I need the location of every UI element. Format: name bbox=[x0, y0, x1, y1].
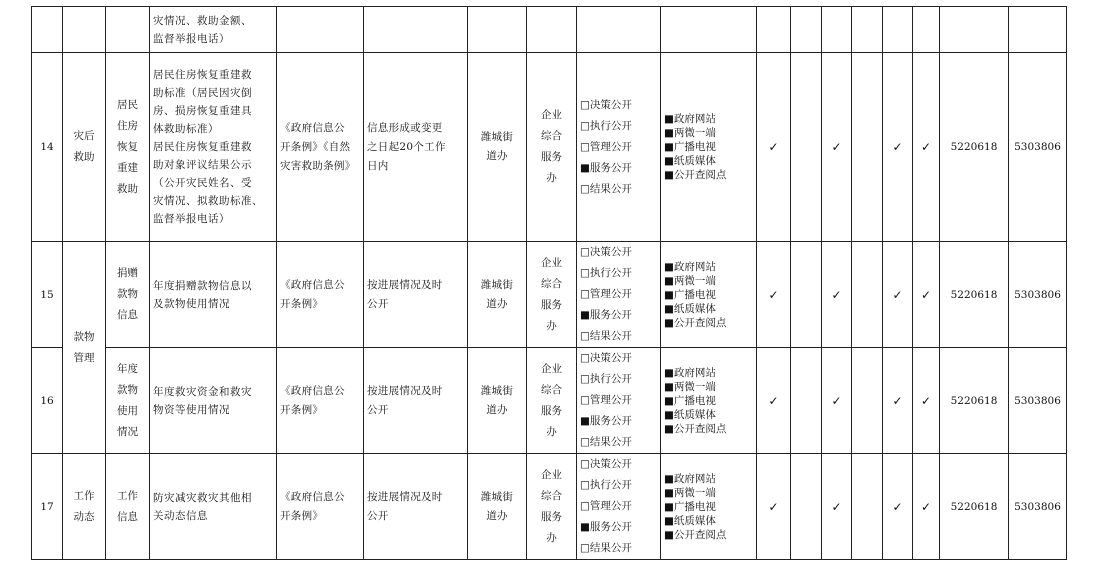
check-mark-icon: ✓ bbox=[822, 454, 852, 560]
channel-line: ■纸质媒体 bbox=[664, 408, 716, 421]
basis-line: 开条例》 bbox=[280, 403, 324, 416]
check-cell bbox=[791, 53, 822, 242]
type-line: ■服务公开 bbox=[580, 309, 632, 321]
dept-line: 综合 bbox=[541, 489, 562, 502]
basis bbox=[277, 53, 364, 242]
row-number: 16 bbox=[32, 348, 63, 454]
check-mark-icon: ✓ bbox=[822, 242, 852, 348]
disclosure-channels bbox=[661, 454, 757, 560]
department bbox=[527, 7, 577, 53]
subject bbox=[468, 7, 527, 53]
content-line: 居民住房恢复重建救 bbox=[153, 69, 252, 81]
cat2-line: 信息 bbox=[117, 309, 138, 321]
type-line: ■服务公开 bbox=[580, 415, 632, 427]
check-mark-icon: ✓ bbox=[822, 348, 852, 454]
check-cell bbox=[822, 7, 852, 53]
basis-line: 《政府信息公 bbox=[280, 384, 345, 397]
basis-line: 开条例》 bbox=[280, 509, 324, 522]
phone-1: 5220618 bbox=[940, 348, 1009, 454]
basis-line: 灾害救助条例》 bbox=[280, 159, 356, 172]
subject-line: 潍城街 bbox=[480, 490, 514, 503]
dept-line: 服务 bbox=[541, 298, 562, 311]
phone-2: 5303806 bbox=[1009, 454, 1067, 560]
table-row bbox=[32, 242, 1067, 348]
type-line: □执行公开 bbox=[580, 479, 632, 491]
content-line: 体救助标准） bbox=[153, 123, 219, 135]
table-row bbox=[32, 348, 1067, 454]
phone-2: 5303806 bbox=[1009, 242, 1067, 348]
subject bbox=[468, 348, 527, 454]
type-line: □管理公开 bbox=[580, 394, 632, 406]
disclosure-content bbox=[150, 242, 277, 348]
content-line: 关动态信息 bbox=[153, 509, 208, 522]
content-line: 防灾减灾救灾其他相 bbox=[153, 491, 252, 504]
channel-line: ■公开查阅点 bbox=[664, 422, 727, 435]
basis bbox=[277, 7, 364, 53]
subject-line: 道办 bbox=[486, 297, 508, 310]
channel-line: ■广播电视 bbox=[664, 394, 716, 407]
channel-line: ■公开查阅点 bbox=[664, 169, 727, 181]
cat2-line: 情况 bbox=[117, 425, 138, 438]
channel-line: ■两微一端 bbox=[664, 486, 716, 499]
channel-line: ■公开查阅点 bbox=[664, 316, 727, 329]
subject-line: 潍城街 bbox=[480, 131, 514, 143]
channel-line: ■纸质媒体 bbox=[664, 155, 716, 167]
table-row bbox=[32, 454, 1067, 560]
check-mark-icon: ✓ bbox=[822, 53, 852, 242]
type-line: □管理公开 bbox=[580, 500, 632, 512]
check-cell bbox=[852, 7, 883, 53]
category-level2 bbox=[106, 454, 150, 560]
check-mark-icon: ✓ bbox=[883, 454, 913, 560]
disclosure-table bbox=[31, 6, 1067, 560]
cat1-line: 救助 bbox=[73, 151, 95, 163]
disclosure-types bbox=[577, 348, 661, 454]
disclosure-channels bbox=[661, 242, 757, 348]
check-cell bbox=[913, 7, 940, 53]
disclosure-content bbox=[150, 348, 277, 454]
dept-line: 服务 bbox=[541, 151, 562, 163]
timing-line: 公开 bbox=[367, 297, 389, 310]
dept-line: 企业 bbox=[541, 468, 562, 481]
content-line: 居民住房恢复重建救 bbox=[153, 141, 252, 153]
channel-line: ■纸质媒体 bbox=[664, 302, 716, 315]
type-line: □执行公开 bbox=[580, 119, 632, 132]
timing-line: 日内 bbox=[367, 159, 389, 172]
content-line: （公开灾民姓名、受 bbox=[153, 177, 252, 189]
check-cell bbox=[791, 242, 822, 348]
check-mark-icon: ✓ bbox=[883, 242, 913, 348]
subject-line: 道办 bbox=[486, 403, 508, 416]
phone-2 bbox=[1009, 7, 1067, 53]
type-line: □执行公开 bbox=[580, 373, 632, 385]
channel-line: ■广播电视 bbox=[664, 141, 716, 153]
phone-2: 5303806 bbox=[1009, 348, 1067, 454]
dept-line: 办 bbox=[546, 425, 557, 438]
timing-line: 按进展情况及时 bbox=[367, 278, 443, 291]
cat2-line: 年度 bbox=[117, 362, 138, 375]
cat2-line: 捐赠 bbox=[117, 267, 138, 279]
cat2-line: 居民 bbox=[117, 98, 138, 111]
cat1-line: 款物 bbox=[73, 330, 95, 343]
check-cell bbox=[791, 7, 822, 53]
subject bbox=[468, 53, 527, 242]
dept-line: 企业 bbox=[541, 362, 562, 375]
content-line: 年度救灾资金和救灾 bbox=[153, 385, 252, 398]
row-number: 15 bbox=[32, 242, 63, 348]
cat2-line: 重建 bbox=[117, 161, 138, 174]
disclosure-content bbox=[150, 454, 277, 560]
content-line: 房、损房恢复重建具 bbox=[153, 105, 252, 117]
cat2-line: 恢复 bbox=[117, 140, 138, 153]
category-level1 bbox=[63, 454, 106, 560]
department bbox=[527, 348, 577, 454]
content-line: 物资等使用情况 bbox=[153, 403, 230, 416]
basis-line: 《政府信息公 bbox=[280, 490, 345, 503]
check-mark-icon: ✓ bbox=[913, 454, 940, 560]
channel-line: ■广播电视 bbox=[664, 500, 716, 513]
row-number: 14 bbox=[32, 53, 63, 242]
type-line: □结果公开 bbox=[580, 182, 632, 195]
category-level2 bbox=[106, 348, 150, 454]
type-line: □决策公开 bbox=[580, 458, 632, 470]
phone-1 bbox=[940, 7, 1009, 53]
channel-line: ■政府网站 bbox=[664, 260, 716, 273]
timing-line: 公开 bbox=[367, 403, 389, 416]
timing bbox=[364, 242, 468, 348]
department bbox=[527, 242, 577, 348]
timing-line: 按进展情况及时 bbox=[367, 384, 443, 397]
disclosure-types bbox=[577, 454, 661, 560]
dept-line: 综合 bbox=[541, 277, 562, 290]
category-level1 bbox=[63, 242, 106, 454]
department bbox=[527, 53, 577, 242]
cat2-line: 信息 bbox=[117, 510, 138, 523]
cat1-line: 工作 bbox=[73, 489, 95, 502]
check-cell bbox=[757, 7, 791, 53]
cat1-line: 灾后 bbox=[73, 130, 95, 142]
row-number: 17 bbox=[32, 454, 63, 560]
channel-line: ■两微一端 bbox=[664, 274, 716, 287]
timing-line: 按进展情况及时 bbox=[367, 490, 443, 503]
category-level1 bbox=[63, 53, 106, 242]
basis bbox=[277, 454, 364, 560]
check-mark-icon: ✓ bbox=[757, 242, 791, 348]
dept-line: 办 bbox=[546, 319, 557, 332]
disclosure-types bbox=[577, 242, 661, 348]
cat2-line: 住房 bbox=[117, 119, 138, 132]
disclosure-channels bbox=[661, 7, 757, 53]
disclosure-content bbox=[150, 7, 277, 53]
content-line: 年度捐赠款物信息以 bbox=[153, 279, 252, 292]
category-level2 bbox=[106, 7, 150, 53]
basis-line: 开条例》《自然 bbox=[280, 140, 351, 153]
check-cell bbox=[852, 348, 883, 454]
table-row bbox=[32, 53, 1067, 242]
subject-line: 道办 bbox=[486, 150, 508, 162]
disclosure-types bbox=[577, 53, 661, 242]
channel-line: ■纸质媒体 bbox=[664, 514, 716, 527]
type-line: □决策公开 bbox=[580, 98, 632, 111]
check-mark-icon: ✓ bbox=[757, 454, 791, 560]
phone-2: 5303806 bbox=[1009, 53, 1067, 242]
channel-line: ■公开查阅点 bbox=[664, 528, 727, 541]
basis-line: 《政府信息公 bbox=[280, 278, 345, 291]
timing bbox=[364, 53, 468, 242]
check-mark-icon: ✓ bbox=[913, 53, 940, 242]
dept-line: 服务 bbox=[541, 404, 562, 417]
dept-line: 办 bbox=[546, 531, 557, 544]
cat2-line: 款物 bbox=[117, 288, 138, 300]
phone-1: 5220618 bbox=[940, 454, 1009, 560]
timing bbox=[364, 7, 468, 53]
subject-line: 潍城街 bbox=[480, 278, 514, 291]
cat1-line: 管理 bbox=[73, 351, 95, 364]
subject-line: 潍城街 bbox=[480, 384, 514, 397]
check-mark-icon: ✓ bbox=[757, 53, 791, 242]
cat1-line: 动态 bbox=[73, 510, 95, 523]
disclosure-channels bbox=[661, 53, 757, 242]
timing bbox=[364, 348, 468, 454]
cat2-line: 救助 bbox=[117, 182, 138, 195]
dept-line: 综合 bbox=[541, 383, 562, 396]
content-line: 灾情况、拟救助标准、 bbox=[153, 195, 263, 207]
cat2-line: 工作 bbox=[117, 489, 138, 502]
dept-line: 服务 bbox=[541, 510, 562, 523]
type-line: ■服务公开 bbox=[580, 521, 632, 533]
type-line: □管理公开 bbox=[580, 288, 632, 300]
check-mark-icon: ✓ bbox=[913, 242, 940, 348]
check-mark-icon: ✓ bbox=[913, 348, 940, 454]
check-cell bbox=[852, 454, 883, 560]
type-line: □结果公开 bbox=[580, 436, 632, 448]
phone-1: 5220618 bbox=[940, 242, 1009, 348]
basis-line: 开条例》 bbox=[280, 297, 324, 310]
channel-line: ■政府网站 bbox=[664, 366, 716, 379]
channel-line: ■政府网站 bbox=[664, 113, 716, 125]
timing-line: 公开 bbox=[367, 509, 389, 522]
category-level1 bbox=[63, 7, 106, 53]
row-number bbox=[32, 7, 63, 53]
content-line: 监督举报电话） bbox=[153, 213, 230, 225]
dept-line: 企业 bbox=[541, 109, 562, 121]
content-line: 助标准（居民因灾倒 bbox=[153, 87, 252, 99]
timing-line: 之日起20个工作 bbox=[367, 140, 446, 153]
subject bbox=[468, 242, 527, 348]
channel-line: ■两微一端 bbox=[664, 380, 716, 393]
category-level2 bbox=[106, 242, 150, 348]
content-line: 监督举报电话） bbox=[153, 32, 230, 45]
type-line: □决策公开 bbox=[580, 352, 632, 364]
cat2-line: 使用 bbox=[117, 404, 138, 417]
check-mark-icon: ✓ bbox=[883, 348, 913, 454]
table-row bbox=[32, 7, 1067, 53]
type-line: □结果公开 bbox=[580, 330, 632, 342]
type-line: □管理公开 bbox=[580, 140, 632, 153]
channel-line: ■广播电视 bbox=[664, 288, 716, 301]
basis bbox=[277, 348, 364, 454]
dept-line: 企业 bbox=[541, 256, 562, 269]
timing bbox=[364, 454, 468, 560]
check-cell bbox=[852, 242, 883, 348]
check-cell bbox=[791, 454, 822, 560]
type-line: ■服务公开 bbox=[580, 161, 632, 174]
type-line: □结果公开 bbox=[580, 542, 632, 554]
type-line: □决策公开 bbox=[580, 246, 632, 258]
department bbox=[527, 454, 577, 560]
type-line: □执行公开 bbox=[580, 267, 632, 279]
timing-line: 信息形成或变更 bbox=[367, 121, 443, 134]
subject-line: 道办 bbox=[486, 509, 508, 522]
category-level2 bbox=[106, 53, 150, 242]
disclosure-channels bbox=[661, 348, 757, 454]
basis-line: 《政府信息公 bbox=[280, 121, 345, 134]
check-cell bbox=[791, 348, 822, 454]
channel-line: ■政府网站 bbox=[664, 472, 716, 485]
channel-line: ■两微一端 bbox=[664, 127, 716, 139]
content-line: 灾情况、救助金额、 bbox=[153, 14, 252, 27]
check-cell bbox=[883, 7, 913, 53]
basis bbox=[277, 242, 364, 348]
subject bbox=[468, 454, 527, 560]
disclosure-types bbox=[577, 7, 661, 53]
content-line: 及款物使用情况 bbox=[153, 297, 230, 310]
dept-line: 办 bbox=[546, 172, 557, 184]
check-cell bbox=[852, 53, 883, 242]
cat2-line: 款物 bbox=[117, 383, 138, 396]
content-line: 助对象评议结果公示 bbox=[153, 159, 252, 171]
check-mark-icon: ✓ bbox=[883, 53, 913, 242]
check-mark-icon: ✓ bbox=[757, 348, 791, 454]
phone-1: 5220618 bbox=[940, 53, 1009, 242]
disclosure-content bbox=[150, 53, 277, 242]
dept-line: 综合 bbox=[541, 130, 562, 142]
